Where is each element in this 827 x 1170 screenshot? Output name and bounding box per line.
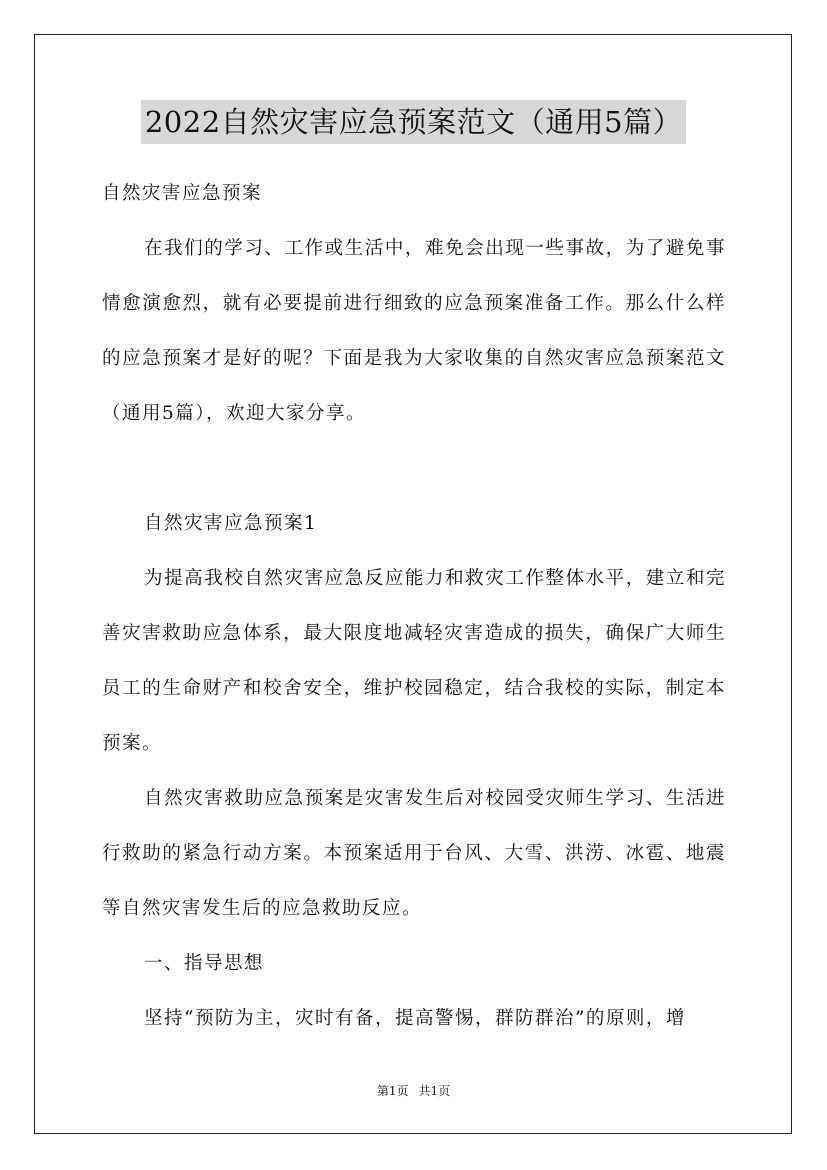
- intro-paragraph: 在我们的学习、工作或生活中，难免会出现一些事故，为了避免事情愈演愈烈，就有必要提前进行细致的应急预案准备工作。那么什么样的应急预案才是好的呢？下面是我为大家收集的自然灾害应急预案范文（通用5篇），欢迎大家分享。: [102, 238, 726, 424]
- title-container: [0, 100, 827, 144]
- page-number-current: 第1页: [376, 1084, 409, 1098]
- body-paragraph: 坚持“预防为主，灾时有备，提高警惕，群防群治”的原则，增: [144, 1008, 686, 1029]
- body-paragraph: 自然灾害救助应急预案是灾害发生后对校园受灾师生学习、生活进行救助的紧急行动方案。本预案适用于台风、大雪、洪涝、冰雹、地震等自然灾害发生后的应急救助反应。: [102, 788, 726, 919]
- page-number-total: 共1页: [418, 1084, 451, 1098]
- section-heading: 自然灾害应急预案1: [144, 513, 318, 534]
- blank-line: [102, 441, 726, 496]
- subsection-heading: 一、指导思想: [144, 953, 265, 974]
- body-paragraph: 为提高我校自然灾害应急反应能力和救灾工作整体水平，建立和完善灾害救助应急体系，最大限度地减轻灾害造成的损失，确保广大师生员工的生命财产和校舍安全，维护校园稳定，结合我校的实际，制定本预案。: [102, 568, 726, 754]
- document-subtitle: 自然灾害应急预案: [102, 183, 263, 204]
- document-title: 2022自然灾害应急预案范文（通用5篇）: [141, 100, 686, 144]
- page-footer: [0, 1082, 827, 1100]
- document-body: [102, 166, 726, 1046]
